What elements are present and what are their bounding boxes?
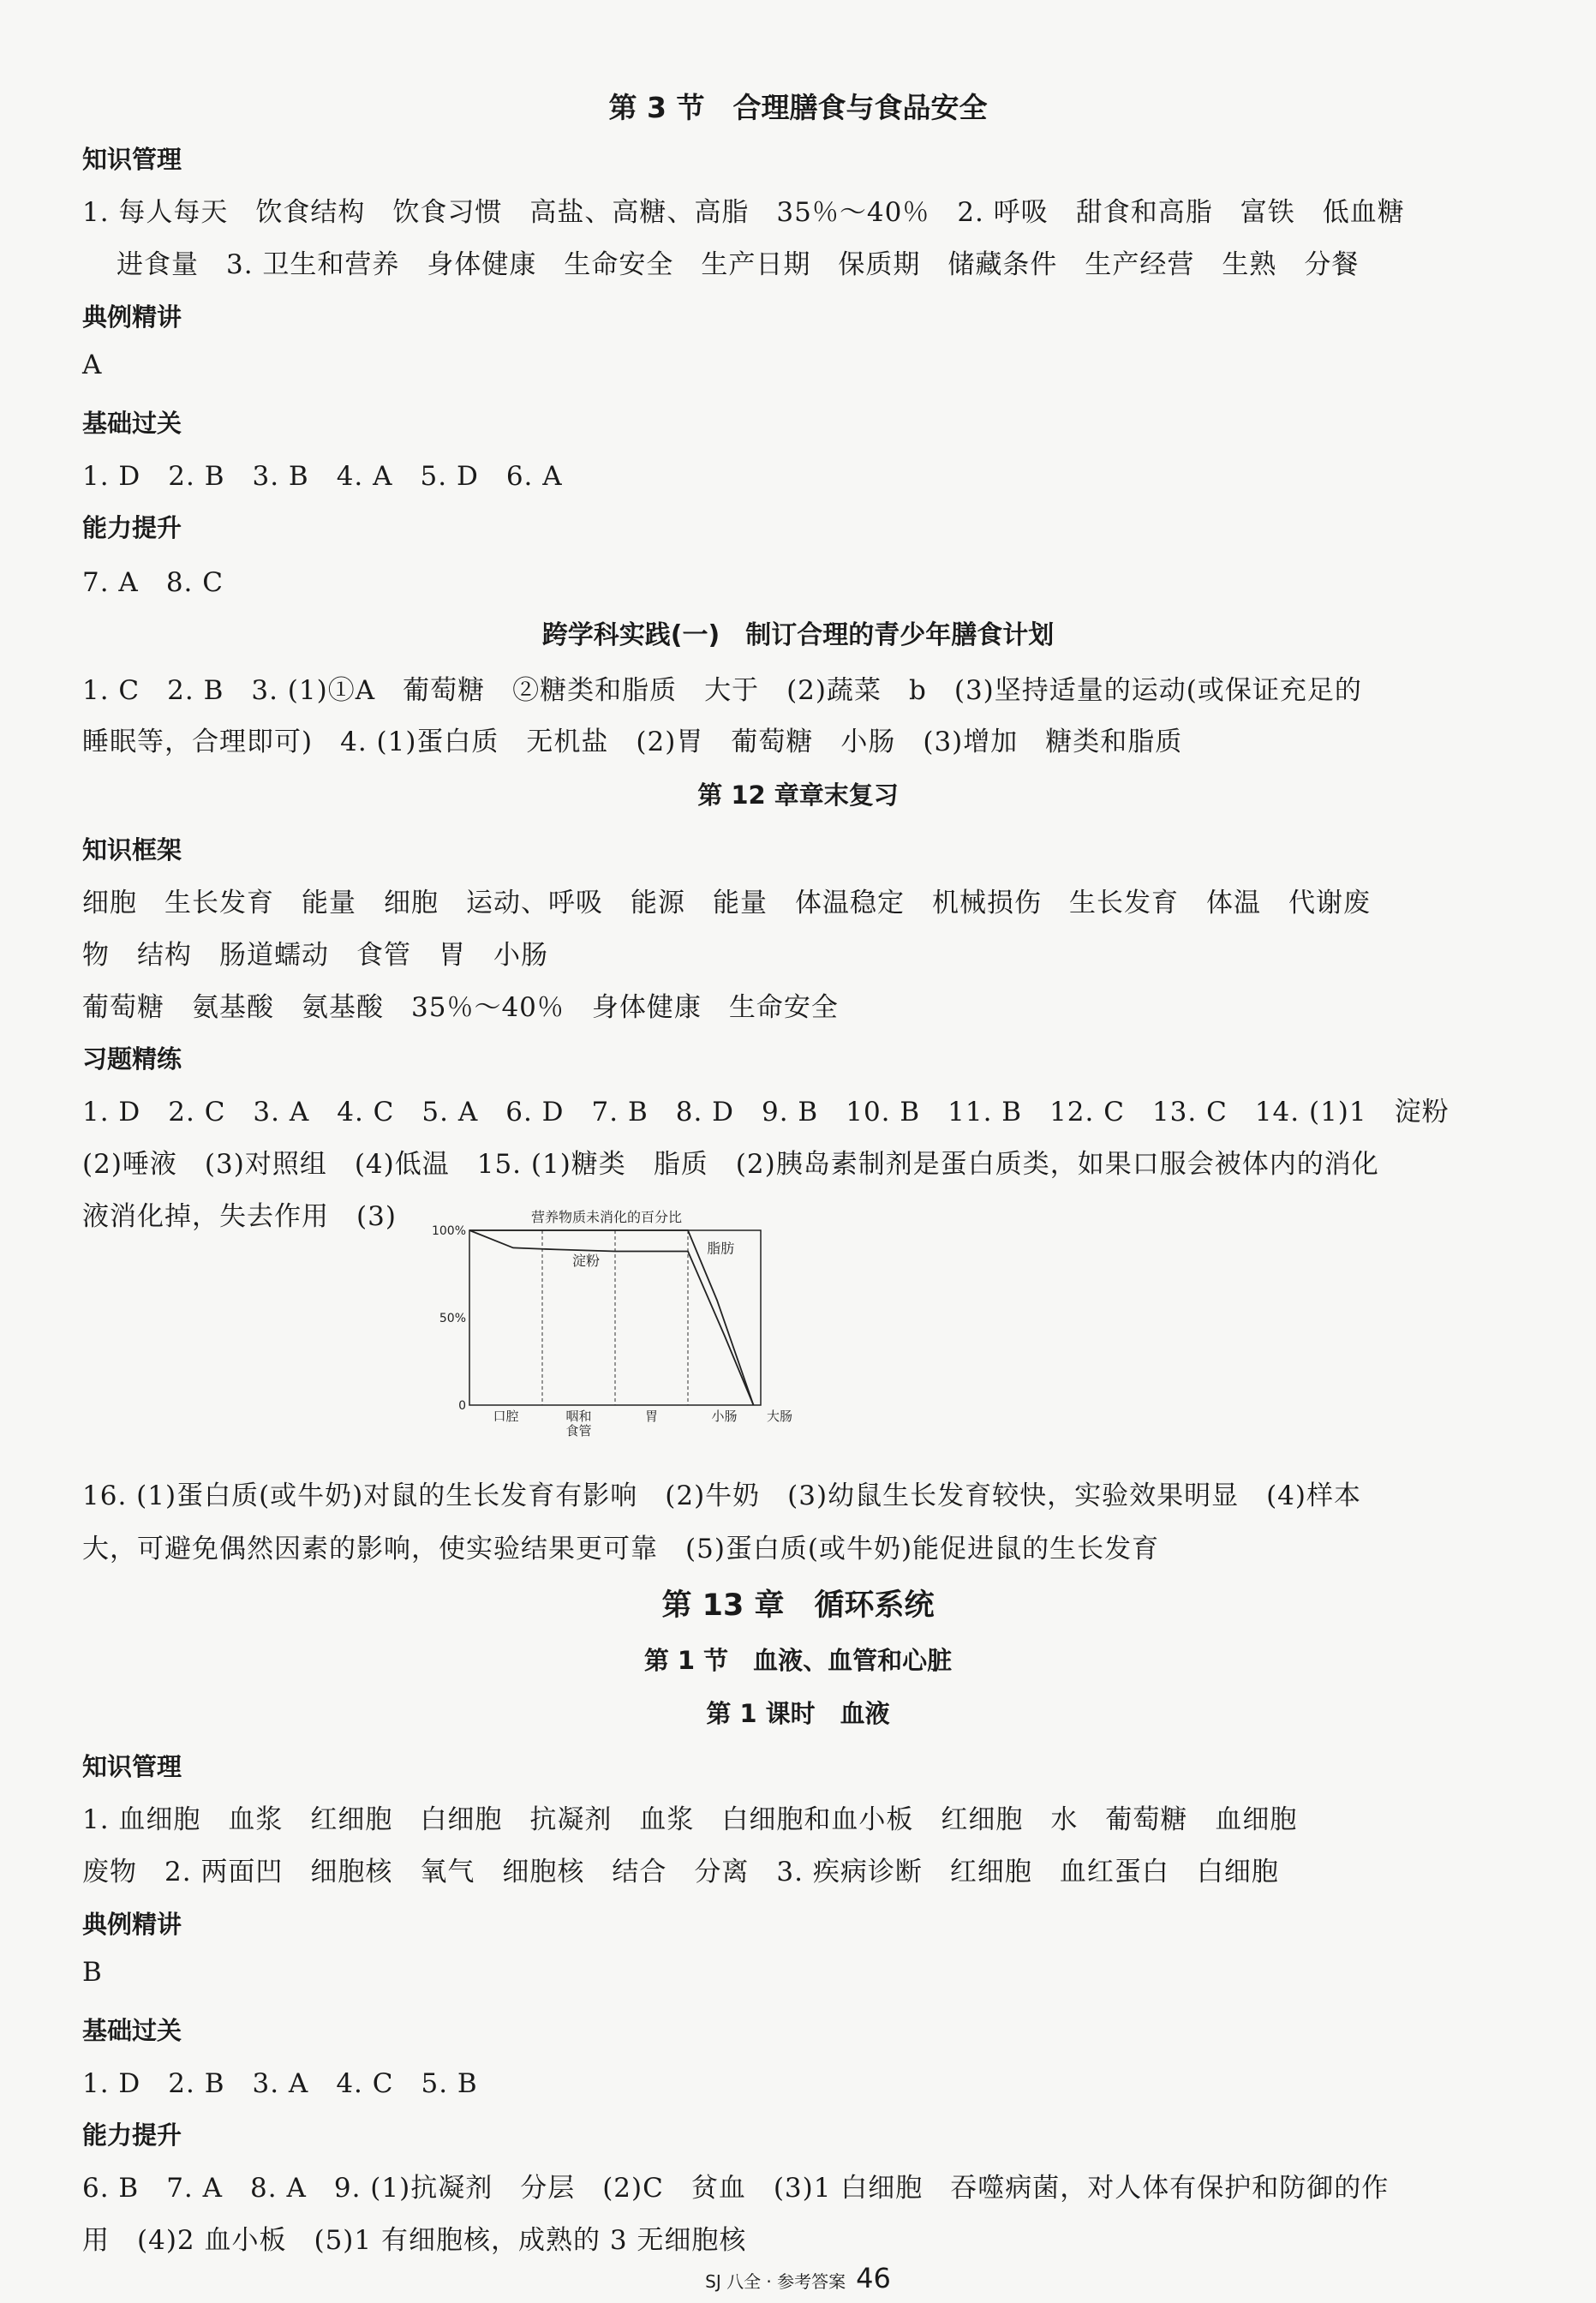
answer-line: 物 结构 肠道蠕动 食管 胃 小肠 [82,940,548,971]
footer-label: SJ 八全 · 参考答案 [705,2271,846,2292]
answer-line: 睡眠等，合理即可) 4. (1)蛋白质 无机盐 (2)胃 葡萄糖 小肠 (3)增加 糖类和脂质 [82,727,1183,757]
series-line-starch [469,1230,754,1405]
label-basic: 基础过关 [82,409,182,438]
x-tick-label: 大肠 [766,1409,793,1424]
answer-line: 细胞 生长发育 能量 细胞 运动、呼吸 能源 能量 体温稳定 机械损伤 生长发育 体温 代谢废 [82,888,1371,918]
series-line-fat [469,1230,754,1405]
lesson-title: 第 1 课时 血液 [706,1699,890,1728]
answer-line: 1. D 2. C 3. A 4. C 5. A 6. D 7. B 8. D 9. B 10. B 11. B 12. C 13. C 14. (1)1 淀粉 [82,1097,1450,1128]
answer-line: 废物 2. 两面凹 细胞核 氧气 细胞核 结合 分离 3. 疾病诊断 红细胞 血红蛋白 白细胞 [82,1857,1279,1887]
x-tick-label: 食管 [565,1423,592,1439]
answer-line: 葡萄糖 氨基酸 氨基酸 35％～40％ 身体健康 生命安全 [82,992,839,1023]
answer-line: 1. 每人每天 饮食结构 饮食习惯 高盐、高糖、高脂 35％～40％ 2. 呼吸 甜食和高脂 富铁 低血糖 [82,197,1405,228]
answer-line: B [82,1957,103,1988]
section-title-practice: 跨学科实践(一) 制订合理的青少年膳食计划 [541,620,1055,650]
page-number: 46 [856,2262,891,2294]
answer-line: 1. 血细胞 血浆 红细胞 白细胞 抗凝剂 血浆 白细胞和血小板 红细胞 水 葡萄糖 血细胞 [82,1804,1298,1835]
label-ability: 能力提升 [82,513,182,542]
answer-line: 用 (4)2 血小板 (5)1 有细胞核，成熟的 3 无细胞核 [82,2225,747,2256]
label-example: 典例精讲 [82,1910,182,1939]
y-tick-label: 50% [439,1312,466,1325]
y-tick-label: 0 [458,1399,466,1413]
x-tick-label: 胃 [644,1409,659,1424]
series-label-fat: 脂肪 [707,1240,735,1257]
answer-line: A [82,350,103,380]
section-title-healthy-diet: 第 3 节 合理膳食与食品安全 [608,91,988,124]
answer-line: 1. D 2. B 3. B 4. A 5. D 6. A [82,461,563,492]
label-example: 典例精讲 [82,302,182,332]
answer-line: 1. C 2. B 3. (1)①A 葡萄糖 ②糖类和脂质 大于 (2)蔬菜 b (3)坚持适量的运动(或保证充足的 [82,675,1362,706]
answer-line: 6. B 7. A 8. A 9. (1)抗凝剂 分层 (2)C 贫血 (3)1 白细胞 吞噬病菌，对人体有保护和防御的作 [82,2173,1390,2204]
x-tick-label: 咽和 [565,1409,592,1424]
answer-line: 7. A 8. C [82,567,224,598]
label-knowledge: 知识管理 [82,1752,182,1781]
answer-line: 16. (1)蛋白质(或牛奶)对鼠的生长发育有影响 (2)牛奶 (3)幼鼠生长发育较快，实验效果明显 (4)样本 [82,1480,1361,1511]
answer-line: 进食量 3. 卫生和营养 身体健康 生命安全 生产日期 保质期 储藏条件 生产经营 生熟 分餐 [117,249,1360,280]
y-tick-label: 100% [431,1224,466,1238]
label-knowledge: 知识管理 [82,145,182,174]
label-ability: 能力提升 [82,2121,182,2150]
chart-title: 营养物质未消化的百分比 [530,1209,683,1225]
answer-line: 液消化掉，失去作用 (3) [82,1201,397,1232]
label-basic: 基础过关 [82,2016,182,2045]
answer-line: 1. D 2. B 3. A 4. C 5. B [82,2068,478,2099]
label-exercise: 习题精练 [82,1044,182,1074]
x-tick-label: 小肠 [711,1409,738,1424]
digestion-chart [428,1198,793,1439]
section-title-review: 第 12 章章末复习 [697,781,899,810]
label-framework: 知识框架 [82,835,182,864]
x-tick-label: 口腔 [493,1409,519,1424]
page-footer [0,2262,1596,2294]
answer-line: (2)唾液 (3)对照组 (4)低温 15. (1)糖类 脂质 (2)胰岛素制剂是蛋白质类，如果口服会被体内的消化 [82,1149,1379,1180]
section-title-blood: 第 1 节 血液、血管和心脏 [643,1646,953,1675]
chapter-title: 第 13 章 循环系统 [661,1588,935,1623]
series-label-starch: 淀粉 [571,1252,601,1269]
answer-line: 大，可避免偶然因素的影响，使实验结果更可靠 (5)蛋白质(或牛奶)能促进鼠的生长发育 [82,1534,1160,1564]
digestion-chart-svg [428,1198,793,1439]
